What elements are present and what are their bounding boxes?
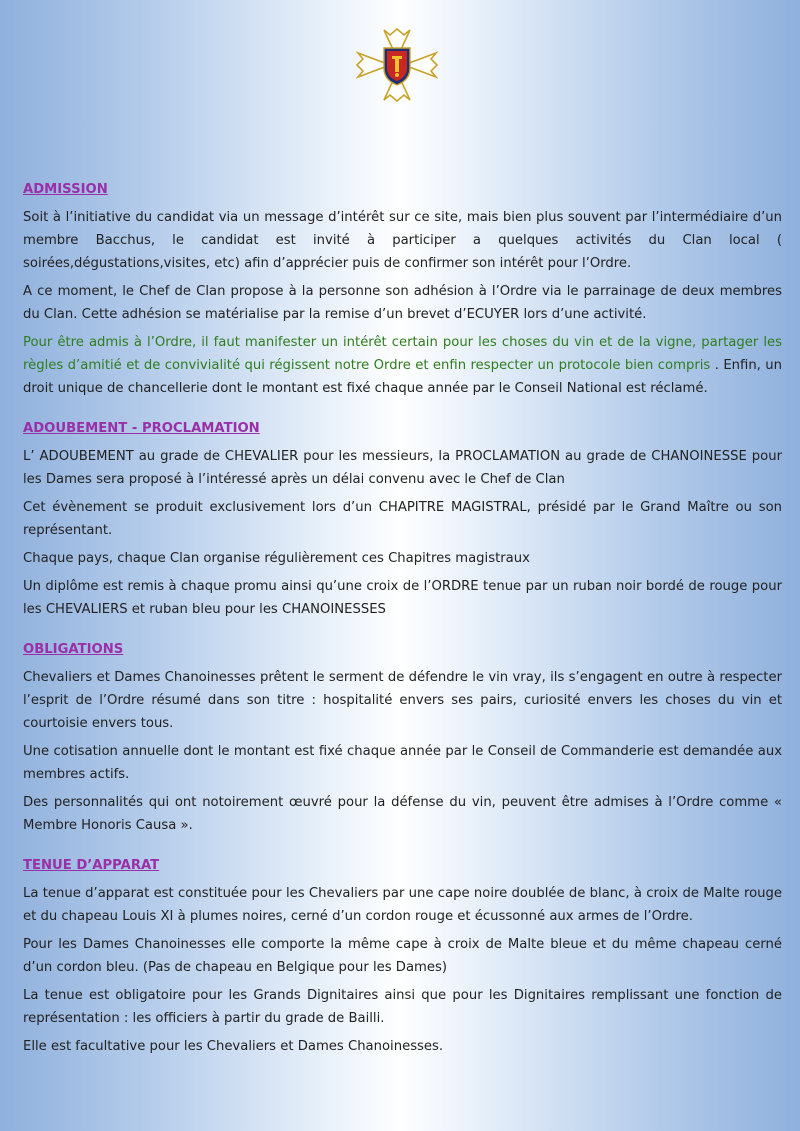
obligations-paragraph-1: Chevaliers et Dames Chanoinesses prêtent le serment de défendre le vin vray, ils s’engagent en outre à respecter l’esprit de l’Ordre résumé dans son titre : hospitalité envers ses pairs, curiosité envers les choses du vin et courtoisie envers tous. (23, 670, 782, 731)
section-title-tenue: TENUE D’APPARAT (23, 858, 160, 873)
admission-paragraph-2: A ce moment, le Chef de Clan propose à la personne son adhésion à l’Ordre via le parrainage de deux membres du Clan. Cette adhésion se matérialise par la remise d’un brevet d’ECUYER lors d’une activité. (23, 284, 782, 322)
adoubement-paragraph-1: L’ ADOUBEMENT au grade de CHEVALIER pour les messieurs, la PROCLAMATION au grade de CHANOINESSE pour les Dames sera proposé à l’intéressé après un délai convenu avec le Chef de Clan (23, 449, 782, 487)
tenue-paragraph-4: Elle est facultative pour les Chevaliers et Dames Chanoinesses. (23, 1039, 444, 1054)
section-title-adoubement: ADOUBEMENT - PROCLAMATION (23, 421, 260, 436)
tenue-paragraph-3: La tenue est obligatoire pour les Grands Dignitaires ainsi que pour les Dignitaires remplissant une fonction de représentation : les officiers à partir du grade de Bailli. (23, 988, 782, 1026)
section-title-obligations: OBLIGATIONS (23, 642, 124, 657)
tenue-paragraph-1: La tenue d’apparat est constituée pour les Chevaliers par une cape noire doublée de blanc, à croix de Malte rouge et du chapeau Louis XI à plumes noires, cerné d’un cordon rouge et écussonné aux armes de l’Ordre. (23, 886, 782, 924)
adoubement-paragraph-2: Cet évènement se produit exclusivement lors d’un CHAPITRE MAGISTRAL, présidé par le Grand Maître ou son représentant. (23, 500, 782, 538)
admission-green-text: Pour être admis à l’Ordre, il faut manifester un intérêt certain pour les choses du vin et de la vigne, partager les règles d’amitié et de convivialité qui régissent notre Ordre et enfin respecter un protocole bien compris (23, 335, 782, 373)
admission-paragraph-3-suffix: . Enfin, un droit unique de chancellerie dont le montant est fixé chaque année par le Conseil National est réclamé. (23, 358, 783, 396)
adoubement-paragraph-3: Chaque pays, chaque Clan organise régulièrement ces Chapitres magistraux (23, 551, 530, 566)
obligations-paragraph-2: Une cotisation annuelle dont le montant est fixé chaque année par le Conseil de Commanderie est demandée aux membres actifs. (23, 744, 782, 782)
adoubement-paragraph-4: Un diplôme est remis à chaque promu ainsi qu’une croix de l’ORDRE tenue par un ruban noir bordé de rouge pour les CHEVALIERS et ruban bleu pour les CHANOINESSES (23, 579, 782, 617)
obligations-paragraph-3: Des personnalités qui ont notoirement œuvré pour la défense du vin, peuvent être admises à l’Ordre comme « Membre Honoris Causa ». (23, 795, 782, 833)
page-content (23, 178, 782, 1063)
section-title-admission: ADMISSION (23, 182, 108, 197)
admission-paragraph-1: Soit à l’initiative du candidat via un message d’intérêt sur ce site, mais bien plus souvent par l’intermédiaire d’un membre Bacchus, le candidat est invité à participer a quelques activités du Clan local ( soirées,dégustations,visites, etc) afin d’apprécier puis de confirmer son intérêt pour l’Ordre. (23, 210, 782, 271)
tenue-paragraph-2: Pour les Dames Chanoinesses elle comporte la même cape à croix de Malte bleue et du même chapeau cerné d’un cordon bleu. (Pas de chapeau en Belgique pour les Dames) (23, 937, 782, 975)
maltese-cross-shield-icon (356, 28, 438, 102)
admission-paragraph-3 (23, 331, 782, 400)
